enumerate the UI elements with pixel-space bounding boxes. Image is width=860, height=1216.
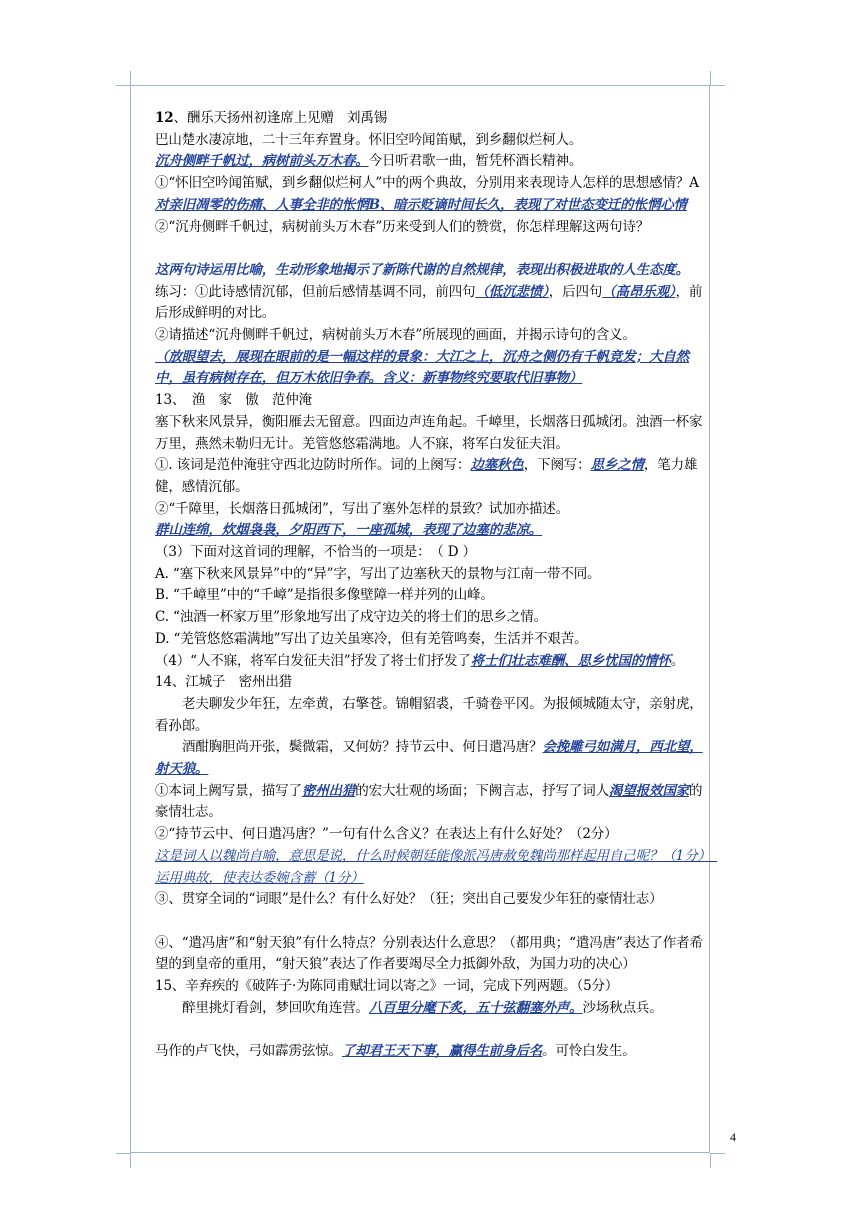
page-number: 4: [730, 1130, 736, 1144]
q13-question3: （3）下面对这首词的理解，不恰当的一项是： （ D ）: [155, 544, 476, 561]
q13-title: 13、 渔 家 傲 范仲淹: [155, 392, 312, 409]
q12-poem-line2: 沉舟侧畔千帆过，病树前头万木春。今日听君歌一曲，暂凭杯酒长精神。: [155, 153, 583, 170]
q13-option-c: C. “浊酒一杯家万里”形象地写出了戍守边关的将士们的思乡之情。: [155, 609, 547, 626]
q12-exercise2: ②请描述“沉舟侧畔千帆过，病树前头万木春”所展现的画面，并揭示诗句的含义。: [155, 327, 636, 344]
crop-mark-top-right: [710, 71, 725, 86]
q15-poem-p2: 马作的卢飞快，弓如霹雳弦惊。了却君王天下事，赢得生前身后名。可怜白发生。: [155, 1043, 636, 1060]
q14-title: 14、江城子 密州出猎: [155, 674, 293, 691]
q15-title: 15、辛弃疾的《破阵子·为陈同甫赋壮词以寄之》一词，完成下列两题。（5分）: [155, 978, 619, 995]
q13-question1: ①. 该词是范仲淹驻守西北边防时所作。词的上阕写：边塞秋色，下阕写：思乡之情，笔力雄健，感情沉郁。: [155, 457, 698, 495]
q14-question2: ②“持节云中、何日遣冯唐？”一句有什么含义？在表达上有什么好处？（2分）: [155, 826, 618, 843]
q12-answer2: 这两句诗运用比喻，生动形象地揭示了新陈代谢的自然规律，表现出积极进取的人生态度。: [155, 261, 689, 278]
q13-poem: 塞下秋来风景异，衡阳雁去无留意。四面边声连角起。千嶂里，长烟落日孤城闭。浊酒一杯家万里，燕然未勒归无计。羌管悠悠霜满地。人不寐，将军白发征夫泪。: [155, 413, 703, 452]
q13-question2: ②“千障里，长烟落日孤城闭”，写出了塞外怎样的景致？试加亦描述。: [155, 500, 570, 517]
q13-option-d: D. “羌管悠悠霜满地”写出了边关虽寒冷，但有羌管鸣奏，生活并不艰苦。: [155, 630, 588, 647]
document-content: [155, 108, 718, 1063]
q12-title: 12、酬乐天扬州初逢席上见赠 刘禹锡: [155, 110, 388, 126]
q14-answer2: 这是词人以魏尚自喻，意思是说，什么时候朝廷能像派冯唐赦免魏尚那样起用自己呢？（1分） 运用典故，使表达委婉含蓄（1分）: [155, 847, 718, 886]
q13-question4: （4）“人不寐，将军白发征夫泪”抒发了将士们抒发了将士们壮志难酬、思乡忧国的情怀。: [155, 652, 685, 669]
q14-poem-p2: 酒酣胸胆尚开张，鬓微霜，又何妨？持节云中、何日遣冯唐？会挽雕弓如满月，西北望，射天狼。: [155, 739, 703, 778]
q14-poem-p1: 老夫聊发少年狂，左牵黄，右擎苍。锦帽貂裘，千骑卷平冈。为报倾城随太守，亲射虎，看孙郎。: [155, 695, 703, 734]
q12-exercise2-answer: （放眼望去，展现在眼前的是一幅这样的景象：大江之上，沉舟之侧仍有千帆竞发；大自然中，虽有病树存在，但万木依旧争春。含义：新事物终究要取代旧事物）: [155, 348, 689, 387]
q12-poem-line1: 巴山楚水凄凉地，二十三年弃置身。怀旧空吟闻笛赋，到乡翻似烂柯人。: [155, 131, 583, 148]
q14-question3: ③、贯穿全词的“词眼”是什么？有什么好处？（狂；突出自己要发少年狂的豪情壮志）: [155, 891, 663, 908]
q15-poem-p1: 醉里挑灯看剑，梦回吹角连营。八百里分麾下炙，五十弦翻塞外声。沙场秋点兵。: [182, 999, 663, 1016]
q13-answer2: 群山连绵，炊烟袅袅，夕阳西下，一座孤城，表现了边塞的悲凉。: [155, 522, 543, 539]
q13-option-b: B. “千嶂里”中的“千嶂”是指很多像壁障一样并列的山峰。: [155, 587, 494, 604]
q13-option-a: A. “塞下秋来风景异”中的“异”字，写出了边塞秋天的景物与江南一带不同。: [155, 565, 601, 582]
crop-mark-bottom-right: [710, 1153, 725, 1168]
q12-question2: ②“沉舟侧畔千帆过，病树前头万木春”历来受到人们的赞赏，你怎样理解这两句诗？: [155, 218, 650, 235]
q12-question1: ①“怀旧空吟闻笛赋，到乡翻似烂柯人”中的两个典故，分别用来表现诗人怎样的思想感情？A对亲旧凋零的伤痛、人事全非的怅惘B、暗示贬谪时间长久，表现了对世态变迁的怅惘心情: [155, 175, 699, 213]
crop-mark-bottom-left: [116, 1153, 131, 1168]
q14-question4: ④、“遣冯唐”和“射天狼”有什么特点？分别表达什么意思？（都用典；“遣冯唐”表达了作者希望的到皇帝的重用，“射天狼”表达了作者要竭尽全力抵御外敌，为国力功的决心）: [155, 934, 703, 973]
q12-exercise1: 练习：①此诗感情沉郁，但前后感情基调不同，前四句（低沉悲愤），后四句（高昂乐观），前后形成鲜明的对比。: [155, 283, 703, 322]
q14-question1: ①本词上阙写景，描写了密州出猎的宏大壮观的场面；下阙言志，抒写了词人渴望报效国家的豪情壮志。: [155, 782, 703, 821]
crop-mark-top-left: [116, 71, 131, 86]
